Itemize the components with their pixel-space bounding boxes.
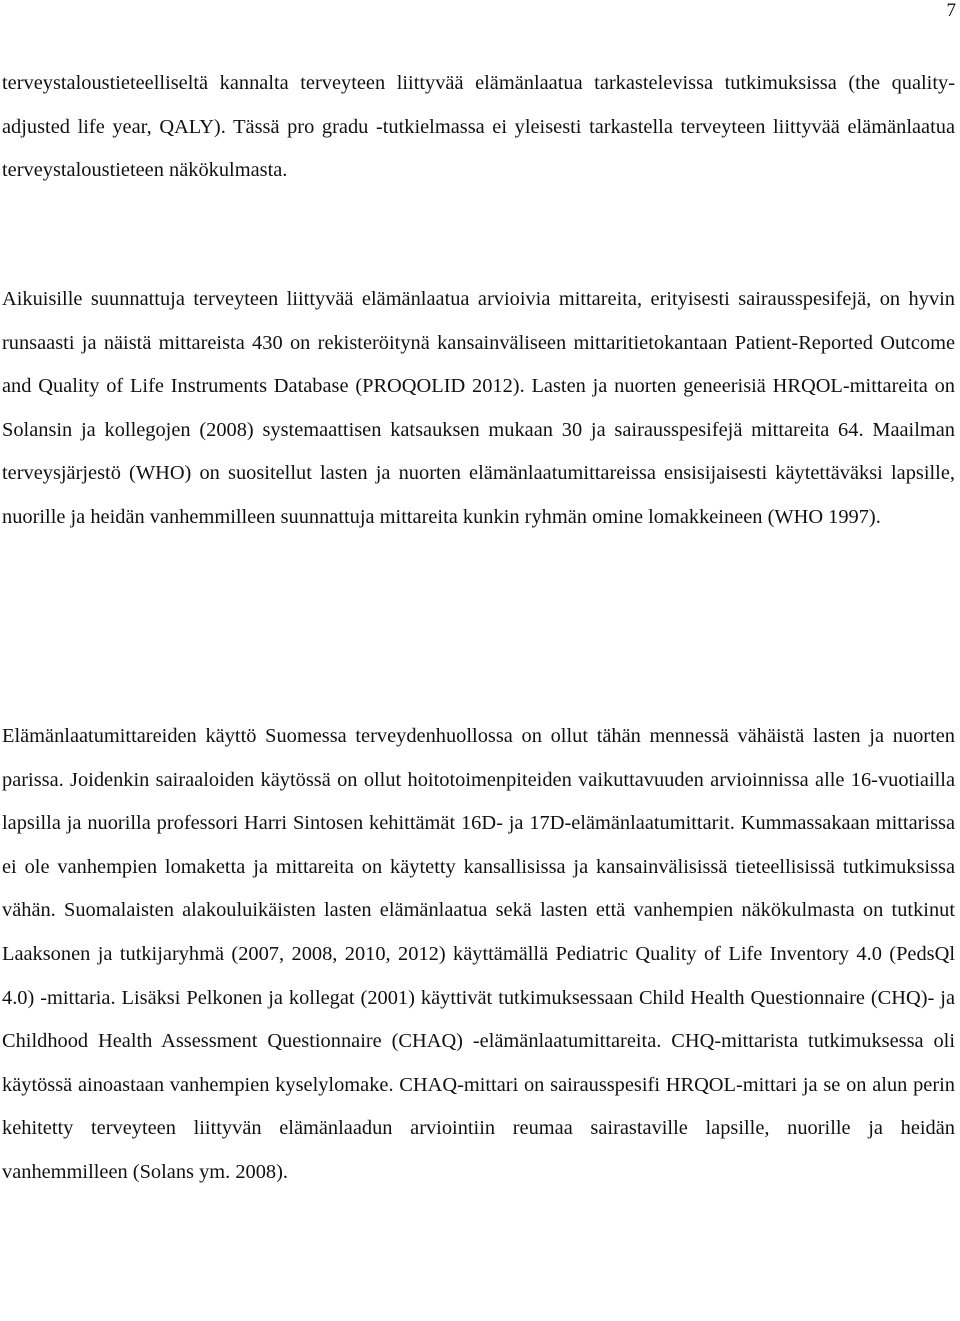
paragraph-qaly-context: terveystaloustieteelliseltä kannalta terveyteen liittyvää elämänlaatua tarkastelevissa tutkimuksissa (the quality-adjusted life year, QALY). Tässä pro gradu -tutkielmassa ei yleisesti tarkastella terveyteen liittyvää elämänlaatua terveystaloustieteen näkökulmasta. bbox=[2, 72, 955, 182]
paragraph-finland-usage: Elämänlaatumittareiden käyttö Suomessa terveydenhuollossa on ollut tähän mennessä vähäistä lasten ja nuorten parissa. Joidenkin sairaaloiden käytössä on ollut hoitotoimenpiteiden vaikuttavuuden arvioinnissa alle 16-vuotiailla lapsilla ja nuorilla professori Harri Sintosen kehittämät 16D- ja 17D-elämänlaatumittarit. Kummassakaan mittarissa ei ole vanhempien lomaketta ja mittareita on käytetty kansallisissa ja kansainvälisissä tieteellisissä tutkimuksissa vähän. Suomalaisten alakouluikäisten lasten elämänlaatua sekä lasten että vanhempien näkökulmasta on tutkinut Laaksonen ja tutkijaryhmä (2007, 2008, 2010, 2012) käyttämällä Pediatric Quality of Life Inventory 4.0 (PedsQl 4.0) -mittaria. Lisäksi Pelkonen ja kollegat (2001) käyttivät tutkimuksessaan Child Health Questionnaire (CHQ)- ja Childhood Health Assessment Questionnaire (CHAQ) -elämänlaatumittareita. CHQ-mittarista tutkimuksessa oli käytössä ainoastaan vanhempien kyselylomake. CHAQ-mittari on sairausspesifi HRQOL-mittari ja se on alun perin kehitetty terveyteen liittyvän elämänlaadun arviointiin reumaa sairastaville lapsille, nuorille ja heidän vanhemmilleen (Solans ym. 2008). bbox=[2, 725, 955, 1183]
paragraph-adult-measures: Aikuisille suunnattuja terveyteen liittyvää elämänlaatua arvioivia mittareita, erityisesti sairausspesifejä, on hyvin runsaasti ja näistä mittareista 430 on rekisteröitynä kansainväliseen mittaritietokantaan Patient-Reported Outcome and Quality of Life Instruments Database (PROQOLID 2012). Lasten ja nuorten geneerisiä HRQOL-mittareita on Solansin ja kollegojen (2008) systemaattisen katsauksen mukaan 30 ja sairausspesifejä mittareita 64. Maailman terveysjärjestö (WHO) on suositellut lasten ja nuorten elämänlaatumittareissa ensisijaisesti käytettäväksi lapsille, nuorille ja heidän vanhemmilleen suunnattuja mittareita kunkin ryhmän omine lomakkeineen (WHO 1997). bbox=[2, 288, 955, 528]
page-number: 7 bbox=[946, 0, 956, 21]
